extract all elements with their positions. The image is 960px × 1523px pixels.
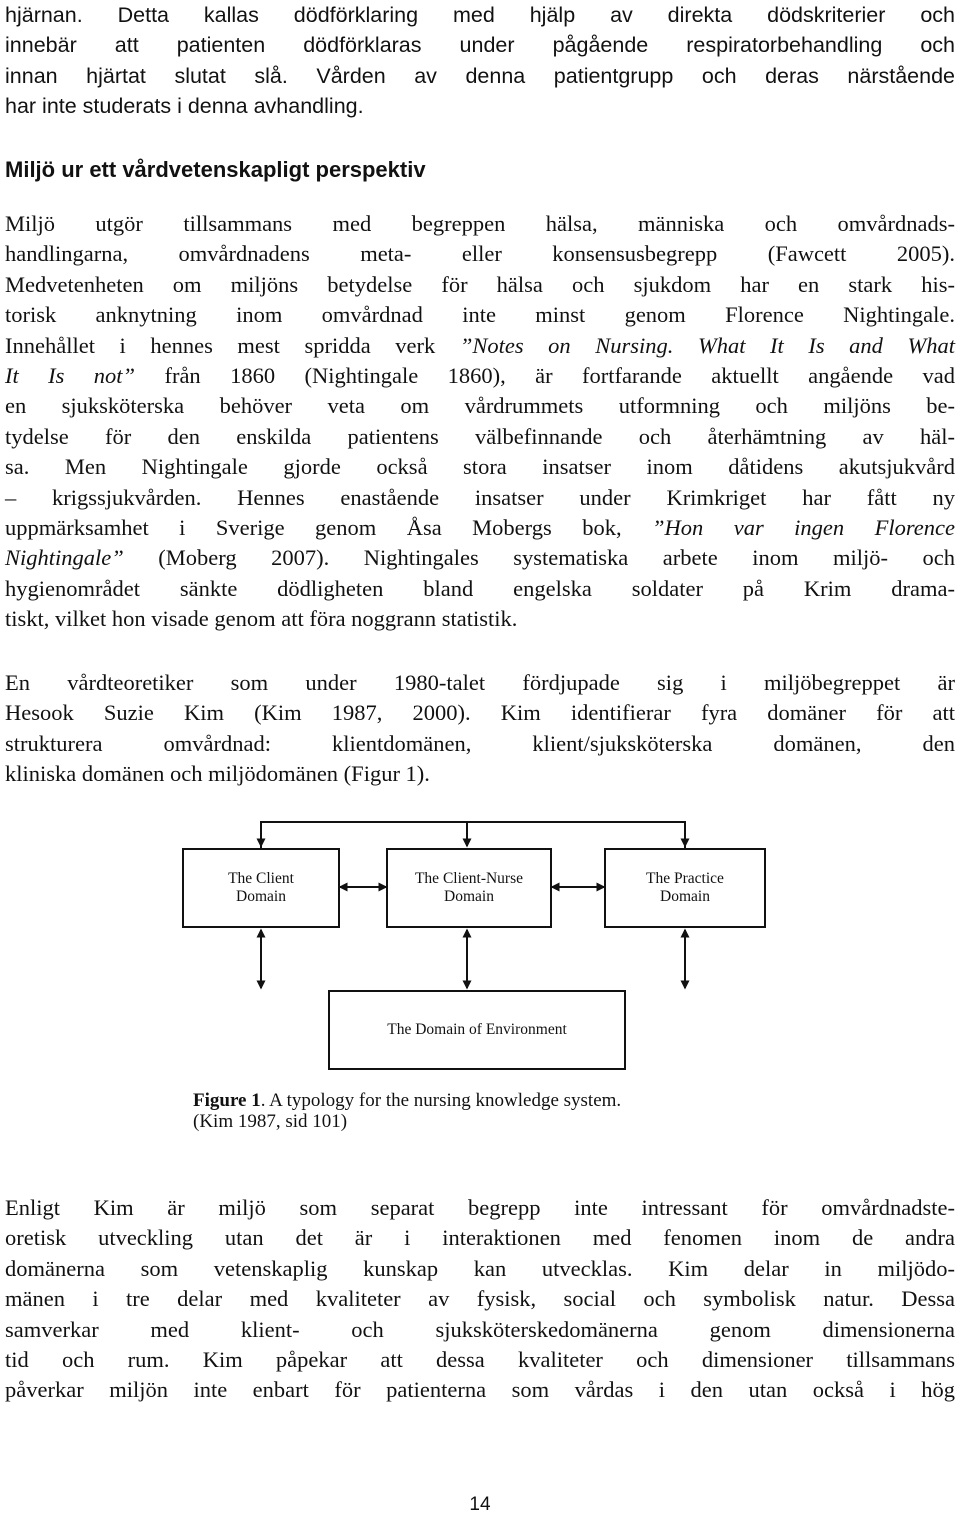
text-line: Enligt Kim är miljö som separat begrepp inte intressant för omvårdnadste- — [5, 1195, 955, 1220]
text-line: hjärnan. Detta kallas dödförklaring med hjälp av direkta dödskriterier och — [5, 3, 955, 27]
text-line: oretisk utveckling utan det är i interaktionen med fenomen inom de andra — [5, 1225, 955, 1251]
text-line — [5, 543, 955, 573]
text-line: samverkar med klient- och sjuksköterskedomänerna genom dimensionerna — [5, 1316, 955, 1342]
text-segment: uppmärksamhet i Sverige genom Åsa Mobergs bok, — [5, 515, 653, 541]
client-nurse-domain-box: The Client-Nurse Domain — [386, 848, 552, 928]
figure-label: Figure 1 — [193, 1090, 261, 1111]
figure-caption — [193, 1090, 621, 1132]
text-line: tiskt, vilket hon visade genom att föra noggrann statistik. — [5, 606, 518, 632]
text-line: strukturera omvårdnad: klientdomänen, klient/sjuksköterska domänen, den — [5, 730, 955, 756]
text-line: påverkar miljön inte enbart för patienterna som vårdas i den utan också i hög — [5, 1377, 955, 1403]
text-line: – krigssjukvården. Hennes enastående insatser under Krimkriget har fått ny — [5, 484, 955, 510]
text-segment: från 1860 (Nightingale 1860), är fortfarande aktuellt angående vad — [135, 363, 955, 389]
paragraph-nightingale — [5, 209, 955, 635]
book-title-italic: It Is not” — [5, 363, 136, 389]
text-line: torisk anknytning inom omvårdnad inte minst genom Florence Nightingale. — [5, 302, 955, 328]
caption-text: . A typology for the nursing knowledge system. — [260, 1090, 622, 1111]
text-line: tid och rum. Kim påpekar att dessa kvaliteter och dimensioner tillsammans — [5, 1347, 955, 1373]
text-line: sa. Men Nightingale gjorde också stora insatser inom dåtidens akutsjukvård — [5, 454, 955, 480]
text-segment: Innehållet i hennes mest spridda verk — [5, 332, 460, 358]
text-line: domänerna som vetenskaplig kunskap kan utvecklas. Kim delar in miljödo- — [5, 1255, 955, 1281]
paragraph-kim-intro — [5, 668, 955, 790]
caption-title — [193, 1090, 621, 1111]
text-line: hygienområdet sänkte dödligheten bland engelska soldater på Krim drama- — [5, 575, 955, 601]
text-line: handlingarna, omvårdnadens meta- eller konsensusbegrepp (Fawcett 2005). — [5, 241, 955, 267]
text-line — [5, 331, 955, 361]
text-line: en sjuksköterska behöver veta om vårdrummets utformning och miljöns be- — [5, 393, 955, 419]
text-line: En vårdteoretiker som under 1980-talet fördjupade sig i miljöbegreppet är — [5, 670, 955, 695]
book-title-italic: ”Notes on Nursing. What It Is and What — [459, 332, 955, 358]
text-line: innebär att patienten dödförklaras under pågående respiratorbehandling och — [5, 33, 955, 58]
environment-domain-box: The Domain of Environment — [328, 990, 626, 1070]
text-line: Hesook Suzie Kim (Kim 1987, 2000). Kim identifierar fyra domäner för att — [5, 700, 955, 726]
caption-source: (Kim 1987, sid 101) — [193, 1111, 348, 1132]
section-heading: Miljö ur ett vårdvetenskapligt perspektiv — [5, 157, 426, 182]
intro-paragraph — [5, 0, 955, 122]
client-domain-box: The Client Domain — [182, 848, 340, 928]
book-title-italic: ”Hon var ingen Florence — [652, 515, 955, 541]
text-line: mänen i tre delar med kvaliteter av fysisk, social och symbolisk natur. Dessa — [5, 1286, 955, 1312]
top-connector-line — [261, 822, 685, 848]
text-line — [5, 361, 955, 391]
text-line: tydelse för den enskilda patientens välbefinnande och återhämtning av häl- — [5, 423, 955, 449]
text-line — [5, 513, 955, 543]
text-segment: (Moberg 2007). Nightingales systematiska arbete inom miljö- och — [123, 545, 955, 571]
practice-domain-box: The Practice Domain — [604, 848, 766, 928]
text-line: har inte studerats i denna avhandling. — [5, 94, 364, 119]
text-line: Miljö utgör tillsammans med begreppen hälsa, människa och omvårdnads- — [5, 211, 955, 236]
page-number: 14 — [469, 1494, 491, 1515]
text-line: Medvetenheten om miljöns betydelse för hälsa och sjukdom har en stark his- — [5, 271, 955, 297]
book-title-italic: Nightingale” — [5, 545, 124, 571]
paragraph-kim-environment — [5, 1193, 955, 1406]
text-line: innan hjärtat slutat slå. Vården av denna patientgrupp och deras närstående — [5, 63, 955, 88]
text-line: kliniska domänen och miljödomänen (Figur 1). — [5, 761, 430, 787]
